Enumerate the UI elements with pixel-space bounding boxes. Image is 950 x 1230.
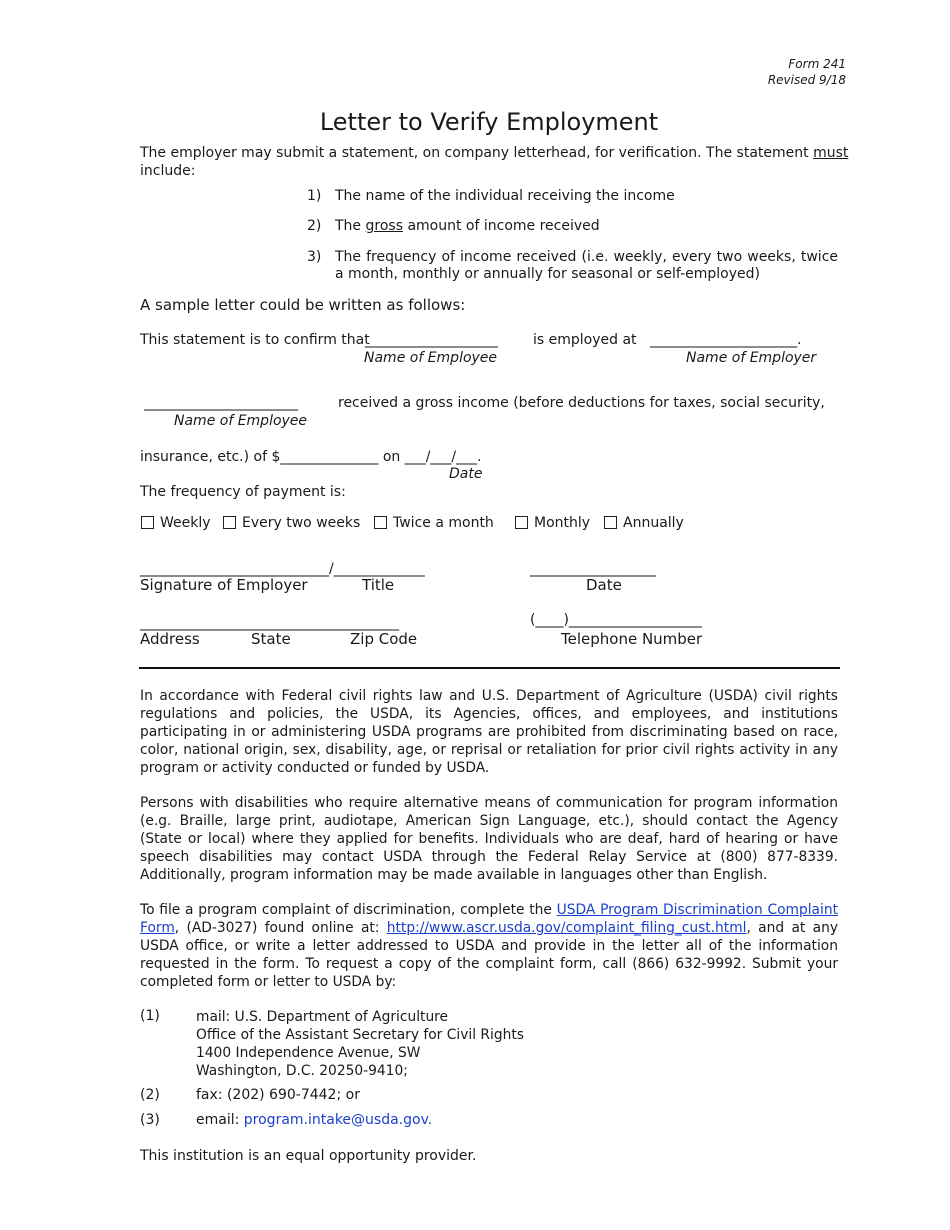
form-number: Form 241 [788, 57, 846, 71]
intro-text: The employer may submit a statement, on company letterhead, for verification. The statement [140, 145, 814, 161]
label-name-of-employer: Name of Employer [686, 350, 817, 366]
option-label: Every two weeks [242, 515, 361, 531]
employed-at-text: is employed at [533, 332, 637, 348]
option-label: Annually [623, 515, 684, 531]
mail-line: mail: U.S. Department of Agriculture [196, 1009, 449, 1025]
method-num-3: (3) [140, 1112, 160, 1128]
p3-text-a: To file a program complaint of discrimination, complete the [140, 902, 557, 918]
form-number-block [768, 56, 846, 88]
complaint-form-link[interactable]: USDA Program Discrimination Complaint Form [140, 902, 838, 936]
equal-opportunity-statement: This institution is an equal opportunity provider. [140, 1148, 477, 1164]
label-name-of-employee: Name of Employee [364, 350, 498, 366]
checkbox-monthly[interactable] [515, 515, 590, 531]
intro-must: must [813, 145, 849, 161]
mail-line: Office of the Assistant Secretary for Civil Rights [196, 1027, 524, 1043]
intro-line-2: include: [140, 163, 196, 179]
checkbox-square-icon [374, 516, 387, 529]
requirement-num-1: 1) [307, 188, 322, 204]
section-divider [139, 667, 840, 669]
requirement-num-3: 3) [307, 249, 322, 265]
checkbox-twice-a-month[interactable] [374, 515, 494, 531]
mail-address-block [196, 1008, 524, 1080]
email-link[interactable]: program.intake@usda.gov. [243, 1112, 433, 1128]
employee-name-blank[interactable]: ___________________ [365, 332, 498, 348]
requirement-text-1: The name of the individual receiving the income [335, 188, 675, 204]
checkbox-square-icon [141, 516, 154, 529]
form-revised: Revised 9/18 [767, 73, 846, 87]
address-line[interactable]: _____________________________________ [140, 615, 399, 631]
checkbox-square-icon [223, 516, 236, 529]
label-signature-of-employer: Signature of Employer [140, 576, 308, 594]
label-telephone-number: Telephone Number [561, 630, 703, 648]
sample-heading: A sample letter could be written as follows: [140, 296, 466, 314]
label-title: Title [362, 576, 395, 594]
intro-line-1 [140, 145, 848, 161]
req2-post: amount of income received [403, 218, 600, 234]
email-prefix: email: [196, 1112, 244, 1128]
req2-pre: The [335, 218, 366, 234]
req2-gross: gross [365, 218, 403, 234]
email-line [196, 1112, 432, 1128]
employer-name-blank[interactable]: _____________________. [650, 332, 802, 348]
signature-date-line[interactable]: __________________ [530, 561, 656, 577]
mail-line: 1400 Independence Avenue, SW [196, 1045, 421, 1061]
mail-line: Washington, D.C. 20250-9410; [196, 1063, 408, 1079]
p3-text-b: , (AD-3027) found online at: [174, 920, 387, 936]
civil-rights-paragraph-1: In accordance with Federal civil rights law and U.S. Department of Agriculture (USDA) civil rights regulations and policies, the USDA, its Agencies, offices, and employees, and institutions participating in or administering USDA programs are prohibited from discriminating based on race, color, national origin, sex, disability, age, or reprisal or retaliation for prior civil rights activity in any program or activity conducted or funded by USDA. [140, 688, 838, 776]
p3-text-c: , and at any USDA office, or write a letter addressed to USDA and provide in the letter all of the information requested in the form. To request a copy of the complaint form, call (866) 632-9992. Submit your completed form or letter to USDA by: [140, 920, 838, 990]
checkbox-weekly[interactable] [141, 515, 211, 531]
signature-title-line[interactable]: ___________________________/_____________ [140, 561, 425, 577]
frequency-label: The frequency of payment is: [140, 484, 346, 500]
civil-rights-paragraph-3 [140, 901, 838, 991]
label-date: Date [449, 466, 483, 482]
method-num-1: (1) [140, 1008, 160, 1024]
requirement-text-2 [335, 218, 600, 234]
civil-rights-paragraph-2: Persons with disabilities who require alternative means of communication for program information (e.g. Braille, large print, audiotape, American Sign Language, etc.), should contact the Agency (State or local) where they applied for benefits. Individuals who are deaf, hard of hearing or have speech disabilities may contact USDA through the Federal Relay Service at (800) 877-8339. Additionally, program information may be made available in languages other than English. [140, 795, 838, 883]
method-num-2: (2) [140, 1087, 160, 1103]
gross-income-text: received a gross income (before deductions for taxes, social security, [338, 395, 825, 411]
telephone-line[interactable]: (____)___________________ [530, 612, 702, 628]
ascr-url-link[interactable]: http://www.ascr.usda.gov/complaint_filing_cust.html [386, 920, 747, 936]
option-label: Weekly [160, 515, 211, 531]
confirm-prefix: This statement is to confirm that [140, 332, 370, 348]
checkbox-annually[interactable] [604, 515, 684, 531]
fax-line: fax: (202) 690-7442; or [196, 1087, 360, 1103]
insurance-amount-line[interactable]: insurance, etc.) of $______________ on ___/___/___. [140, 449, 482, 465]
requirement-num-2: 2) [307, 218, 322, 234]
checkbox-square-icon [515, 516, 528, 529]
checkbox-square-icon [604, 516, 617, 529]
label-address: Address [140, 630, 200, 648]
label-signature-date: Date [586, 576, 622, 594]
employee-name-blank-2[interactable]: ______________________ [144, 395, 298, 411]
label-name-of-employee-2: Name of Employee [174, 413, 308, 429]
label-state: State [251, 630, 291, 648]
option-label: Monthly [534, 515, 591, 531]
requirement-text-3: The frequency of income received (i.e. weekly, every two weeks, twice a month, monthly or annually for seasonal or self-employed) [335, 249, 838, 282]
option-label: Twice a month [393, 515, 494, 531]
label-zip-code: Zip Code [350, 630, 418, 648]
page-title: Letter to Verify Employment [319, 108, 659, 136]
checkbox-every-two-weeks[interactable] [223, 515, 360, 531]
